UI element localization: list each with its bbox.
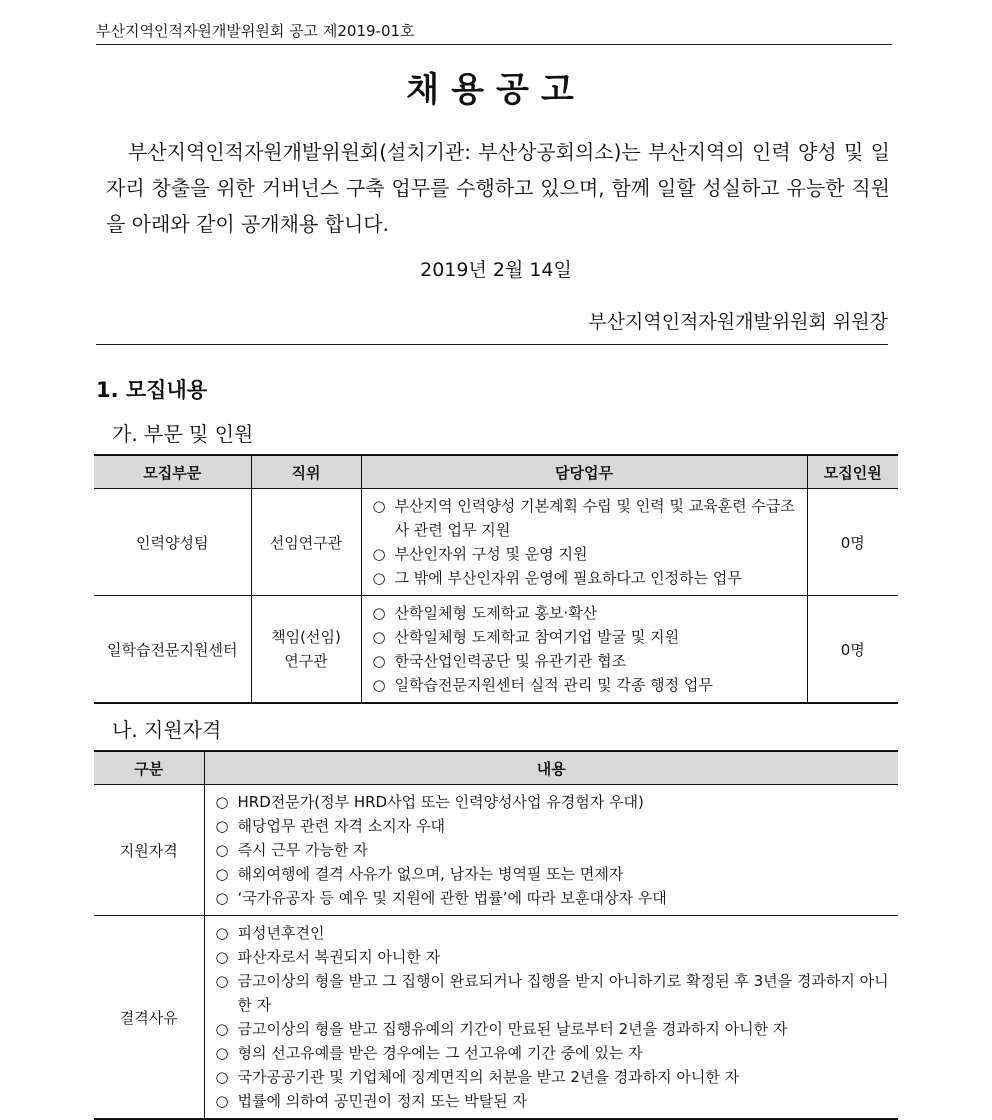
duties-cell <box>361 596 807 704</box>
position-cell <box>251 596 361 704</box>
list-item: ○ 형의 선고유예를 받은 경우에는 그 선고유예 기간 중에 있는 자 <box>216 1041 892 1065</box>
table-row <box>94 596 898 704</box>
duties-cell <box>361 489 807 596</box>
column-header: 직위 <box>251 455 361 489</box>
content-cell <box>204 916 898 1120</box>
list-item: ○ 법률에 의하여 공민권이 정지 또는 박탈된 자 <box>216 1089 892 1113</box>
list-item: ○ 피성년후견인 <box>216 921 892 945</box>
content-cell <box>204 785 898 916</box>
section-heading: 1. 모집내용 <box>96 378 208 402</box>
dept-cell: 일학습전문지원센터 <box>94 596 251 704</box>
list-item: ○ 산학일체형 도제학교 홍보·확산 <box>373 601 800 625</box>
list-item: ○ 즉시 근무 가능한 자 <box>216 838 892 862</box>
list-item: ○ 국가공공기관 및 기업체에 징계면직의 처분을 받고 2년을 경과하지 아니한 자 <box>216 1065 892 1089</box>
dept-cell: 인력양성팀 <box>94 489 251 596</box>
position-cell: 선임연구관 <box>251 489 361 596</box>
list-item: ○ 한국산업인력공단 및 유관기관 협조 <box>373 649 800 673</box>
category-cell: 결격사유 <box>94 916 204 1120</box>
list-item: ○ 해외여행에 결격 사유가 없으며, 남자는 병역필 또는 면제자 <box>216 862 892 886</box>
position-text: 책임(선임) 연구관 <box>271 628 341 670</box>
signer: 부산지역인적자원개발위원회 위원장 <box>96 307 888 345</box>
list-item: ○ 일학습전문지원센터 실적 관리 및 각종 행정 업무 <box>373 673 800 697</box>
column-header: 내용 <box>204 751 898 785</box>
announcement-date: 2019년 2월 14일 <box>420 259 572 281</box>
list-item: ○ 파산자로서 복권되지 아니한 자 <box>216 945 892 969</box>
announcement-number: 부산지역인적자원개발위원회 공고 제2019-01호 <box>96 18 892 45</box>
table-row <box>94 489 898 596</box>
table-row <box>94 916 898 1120</box>
intro-text: 부산지역인적자원개발위원회(설치기관: 부산상공회의소)는 부산지역의 인력 양성 및 일자리 창출을 위한 거버넌스 구축 업무를 수행하고 있으며, 함께 일할 성실하고 유능한 직원을 아래와 같이 공개채용 합니다. <box>106 140 890 236</box>
column-header: 모집인원 <box>807 455 898 489</box>
table-row <box>94 785 898 916</box>
list-item: ○ 부산지역 인력양성 기본계획 수립 및 인력 및 교육훈련 수급조사 관련 업무 지원 <box>373 494 800 542</box>
list-item: ○ 금고이상의 형을 받고 집행유예의 기간이 만료된 날로부터 2년을 경과하지 아니한 자 <box>216 1017 892 1041</box>
list-item: ○ 그 밖에 부산인자위 운영에 필요하다고 인정하는 업무 <box>373 566 800 590</box>
category-cell: 지원자격 <box>94 785 204 916</box>
list-item: ○ HRD전문가(정부 HRD사업 또는 인력양성사업 유경험자 우대) <box>216 790 892 814</box>
list-item: ○ 산학일체형 도제학교 참여기업 발굴 및 지원 <box>373 625 800 649</box>
column-header: 모집부문 <box>94 455 251 489</box>
list-item: ○ 금고이상의 형을 받고 그 집행이 완료되거나 집행을 받지 아니하기로 확정된 후 3년을 경과하지 아니한 자 <box>216 969 892 1017</box>
column-header: 담당업무 <box>361 455 807 489</box>
subsection-heading-b: 나. 지원자격 <box>112 718 222 742</box>
page-title: 채용공고 <box>406 70 586 110</box>
intro-paragraph <box>106 134 890 242</box>
recruitment-table <box>94 454 898 704</box>
list-item: ○ 해당업무 관련 자격 소지자 우대 <box>216 814 892 838</box>
table-header-row <box>94 751 898 785</box>
list-item: ○ 부산인자위 구성 및 운영 지원 <box>373 542 800 566</box>
count-cell: 0명 <box>807 596 898 704</box>
count-cell: 0명 <box>807 489 898 596</box>
subsection-heading-a: 가. 부문 및 인원 <box>112 422 254 446</box>
column-header: 구분 <box>94 751 204 785</box>
table-header-row <box>94 455 898 489</box>
qualification-table <box>94 750 898 1120</box>
list-item: ○ ‘국가유공자 등 예우 및 지원에 관한 법률’에 따라 보훈대상자 우대 <box>216 886 892 910</box>
